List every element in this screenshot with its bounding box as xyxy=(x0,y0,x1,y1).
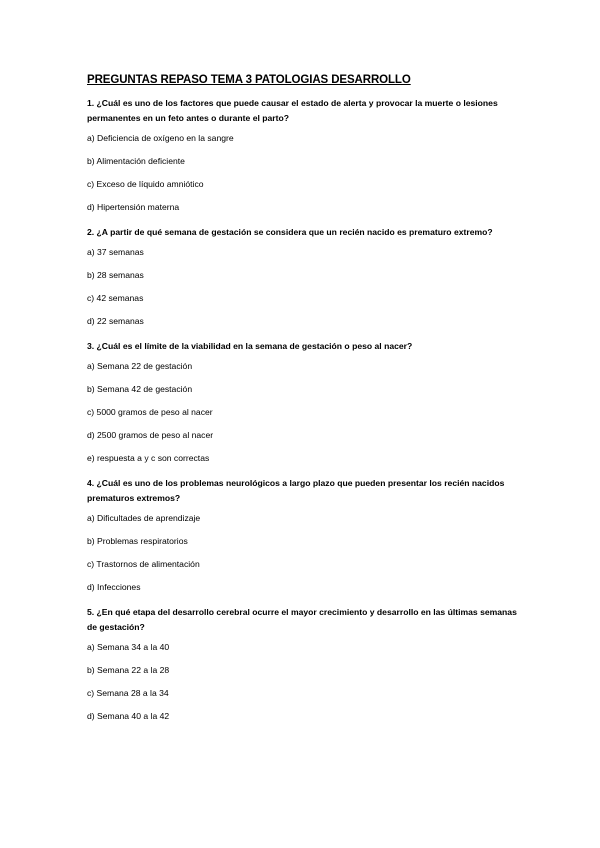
question-block-5 xyxy=(87,605,527,722)
answer-option: b) Semana 42 de gestación xyxy=(87,384,193,394)
question-block-2 xyxy=(87,225,527,327)
question-text: 4. ¿Cuál es uno de los problemas neurológicos a largo plazo que pueden presentar los recién nacidos prematuros extremos? xyxy=(87,478,505,503)
answer-option: b) Alimentación deficiente xyxy=(87,156,185,166)
answer-option: c) 42 semanas xyxy=(87,293,144,303)
answer-option: c) Trastornos de alimentación xyxy=(87,559,200,569)
answer-option: b) Semana 22 a la 28 xyxy=(87,665,170,675)
answer-option: a) Deficiencia de oxígeno en la sangre xyxy=(87,133,234,143)
question-block-4 xyxy=(87,476,527,593)
answer-option: a) Dificultades de aprendizaje xyxy=(87,513,201,523)
question-text: 1. ¿Cuál es uno de los factores que puede causar el estado de alerta y provocar la muerte o lesiones permanentes en un feto antes o durante el parto? xyxy=(87,98,498,123)
document-page xyxy=(87,74,527,734)
answer-option: c) Exceso de líquido amniótico xyxy=(87,179,204,189)
answer-option: b) 28 semanas xyxy=(87,270,144,280)
answer-option: c) 5000 gramos de peso al nacer xyxy=(87,407,213,417)
question-text: 2. ¿A partir de qué semana de gestación se considera que un recién nacido es prematuro extremo? xyxy=(87,227,493,237)
question-block-1 xyxy=(87,96,527,213)
answer-option: d) Infecciones xyxy=(87,582,141,592)
answer-option: a) Semana 34 a la 40 xyxy=(87,642,170,652)
question-text: 5. ¿En qué etapa del desarrollo cerebral ocurre el mayor crecimiento y desarrollo en las últimas semanas de gestación? xyxy=(87,607,517,632)
answer-option: c) Semana 28 a la 34 xyxy=(87,688,169,698)
question-block-3 xyxy=(87,339,527,464)
answer-option: e) respuesta a y c son correctas xyxy=(87,453,210,463)
answer-option: b) Problemas respiratorios xyxy=(87,536,188,546)
answer-option: d) Semana 40 a la 42 xyxy=(87,711,170,721)
question-text: 3. ¿Cuál es el límite de la viabilidad en la semana de gestación o peso al nacer? xyxy=(87,341,413,351)
answer-option: d) 2500 gramos de peso al nacer xyxy=(87,430,214,440)
answer-option: d) 22 semanas xyxy=(87,316,144,326)
answer-option: a) 37 semanas xyxy=(87,247,144,257)
answer-option: d) Hipertensión materna xyxy=(87,202,180,212)
answer-option: a) Semana 22 de gestación xyxy=(87,361,193,371)
document-title: PREGUNTAS REPASO TEMA 3 PATOLOGIAS DESARROLLO xyxy=(87,74,411,86)
